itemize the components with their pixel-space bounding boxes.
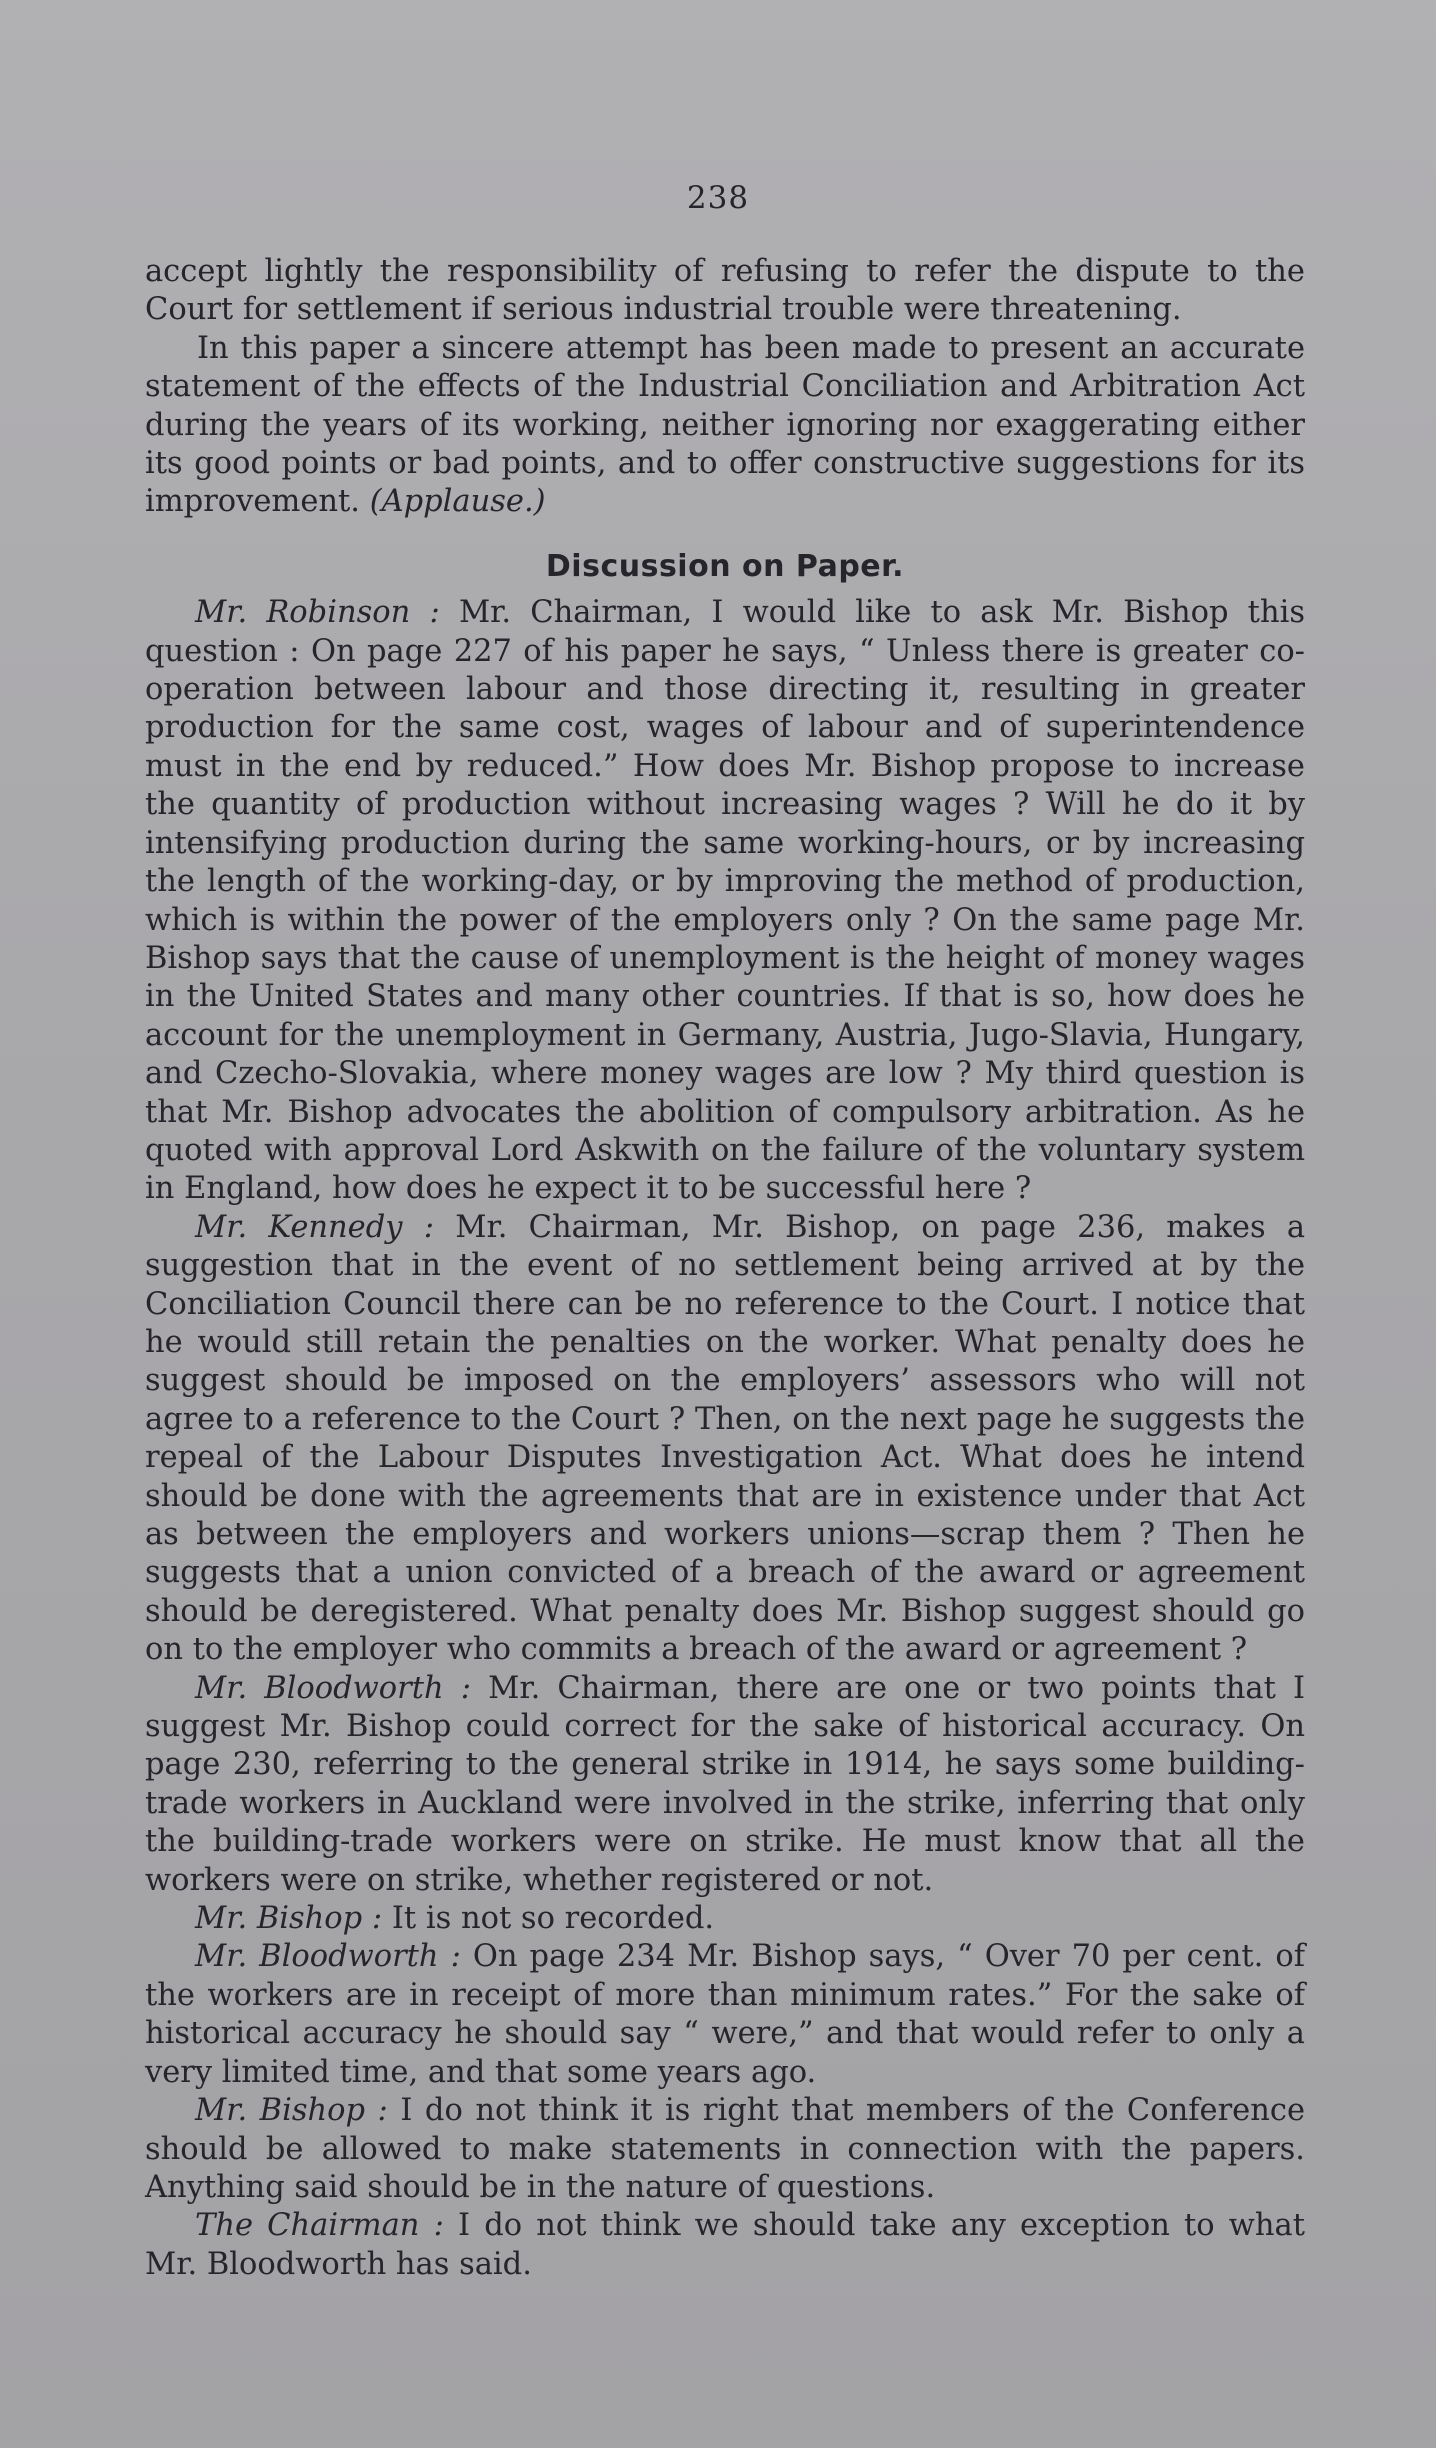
section-heading: Discussion on Paper. bbox=[545, 548, 905, 584]
speaker-turn bbox=[145, 1209, 1305, 1670]
applause-note: (Applause.) bbox=[369, 484, 546, 520]
speaker-name: Mr. Robinson : bbox=[195, 595, 440, 631]
paragraph-summary bbox=[145, 330, 1305, 522]
speaker-text: Mr. Chairman, I would like to ask Mr. Bishop this question : On page 227 of his paper he says, “ Unless there is greater co-operation between labour and those directing it, resulting in greater production for the same cost, wages of labour and of superintendence must in the end by reduced.” How does Mr. Bishop propose to increase the quantity of production without increasing wages ? Will he do it by intensifying production during the same working-hours, or by increasing the length of the working-day, or by improving the method of production, which is within the power of the employers only ? On the same page Mr. Bishop says that the cause of unemployment is the height of money wages in the United States and many other countries. If that is so, how does he account for the unemployment in Germany, Austria, Jugo-Slavia, Hungary, and Czecho-Slovakia, where money wages are low ? My third question is that Mr. Bishop advocates the abolition of compulsory arbitration. As he quoted with approval Lord Askwith on the failure of the voluntary system in England, how does he expect it to be successful here ? bbox=[145, 595, 1305, 1207]
speaker-turn bbox=[145, 1670, 1305, 1900]
speaker-text: I do not think it is right that members of the Conference should be allowed to make statements in connection with the papers. Anything said should be in the nature of questions. bbox=[145, 2093, 1305, 2205]
page-body bbox=[145, 253, 1305, 2284]
speaker-turn bbox=[145, 594, 1305, 1209]
speaker-text: I do not think we should take any exception to what Mr. Bloodworth has said. bbox=[145, 2208, 1305, 2282]
speaker-name: Mr. Bloodworth : bbox=[195, 1939, 461, 1975]
speaker-text: Mr. Chairman, there are one or two points that I suggest Mr. Bishop could correct for the sake of historical accuracy. On page 230, referring to the general strike in 1914, he says some building-trade workers in Auckland were involved in the strike, inferring that only the building-trade workers were on strike. He must know that all the workers were on strike, whether registered or not. bbox=[145, 1670, 1305, 1898]
speaker-turn bbox=[145, 1900, 1305, 1938]
speaker-name: Mr. Kennedy : bbox=[195, 1209, 434, 1245]
speaker-turn bbox=[145, 2092, 1305, 2207]
speaker-turn bbox=[145, 1938, 1305, 2092]
paragraph-intro-continuation: accept lightly the responsibility of refusing to refer the dispute to the Court for settlement if serious industrial trouble were threatening. bbox=[145, 254, 1305, 328]
speaker-text: On page 234 Mr. Bishop says, “ Over 70 per cent. of the workers are in receipt of more than minimum rates.” For the sake of historical accuracy he should say “ were,” and that would refer to only a very limited time, and that some years ago. bbox=[145, 1939, 1305, 2090]
speaker-name: The Chairman : bbox=[195, 2208, 444, 2244]
speaker-name: Mr. Bishop : bbox=[195, 1901, 383, 1937]
page-number: 238 bbox=[686, 180, 750, 216]
speaker-turn bbox=[145, 2207, 1305, 2284]
speaker-name: Mr. Bishop : bbox=[195, 2093, 388, 2129]
speaker-name: Mr. Bloodworth : bbox=[195, 1670, 472, 1706]
speaker-text: Mr. Chairman, Mr. Bishop, on page 236, makes a suggestion that in the event of no settlement being arrived at by the Conciliation Council there can be no reference to the Court. I notice that he would still retain the penalties on the worker. What penalty does he suggest should be imposed on the employers’ assessors who will not agree to a reference to the Court ? Then, on the next page he suggests the repeal of the Labour Disputes Investigation Act. What does he intend should be done with the agreements that are in existence under that Act as between the employers and workers unions—scrap them ? Then he suggests that a union convicted of a breach of the award or agreement should be deregistered. What penalty does Mr. Bishop suggest should go on to the employer who commits a breach of the award or agreement ? bbox=[145, 1209, 1305, 1668]
speaker-text: It is not so recorded. bbox=[391, 1901, 715, 1937]
paragraph-summary-text: In this paper a sincere attempt has been made to present an accurate statement of the effects of the Industrial Conciliation and Arbitration Act during the years of its working, neither ignoring nor exaggerating either its good points or bad points, and to offer constructive suggestions for its improvement. bbox=[145, 330, 1305, 520]
